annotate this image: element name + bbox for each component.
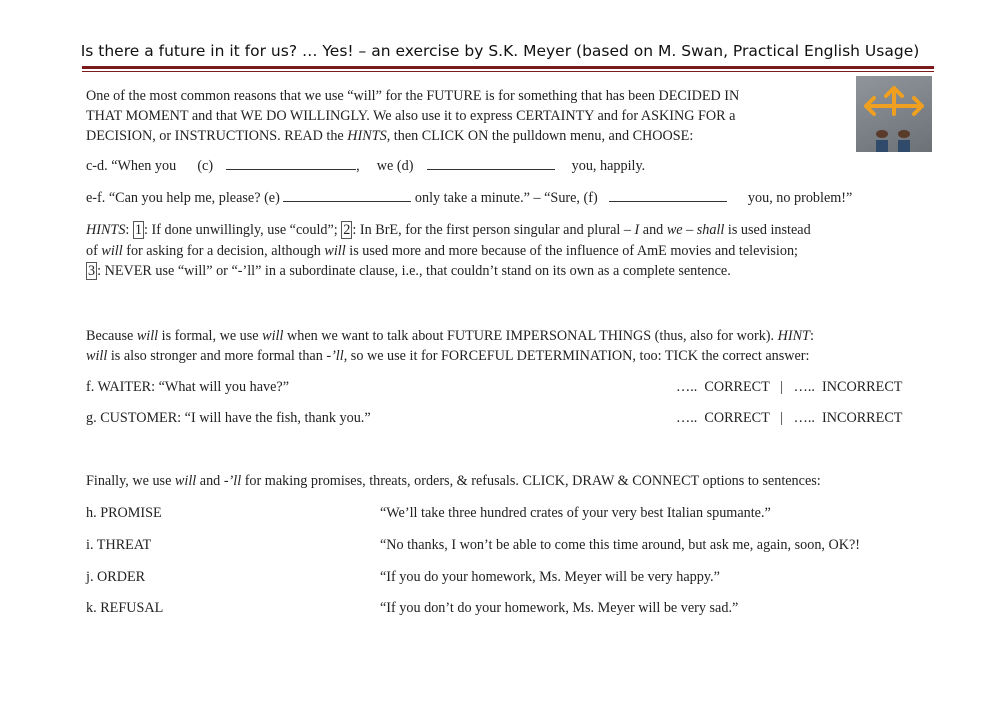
formal-line-2: will is also stronger and more formal than -’ll, so we use it for FORCEFUL DETERMINATION, too: TICK the correct answer: bbox=[86, 348, 810, 364]
tick-sentence-f: f. WAITER: “What will you have?” bbox=[86, 379, 290, 395]
final-instructions: Finally, we use will and -’ll for making promises, threats, orders, & refusals. CLICK, DRAW & CONNECT options to sentences: bbox=[86, 473, 821, 489]
match-label-refusal[interactable]: k. REFUSAL bbox=[86, 600, 164, 616]
arrows-on-pavement-icon bbox=[856, 76, 932, 152]
dropdown-f[interactable] bbox=[609, 189, 727, 202]
arrows-icon bbox=[856, 76, 932, 152]
match-label-promise[interactable]: h. PROMISE bbox=[86, 505, 162, 521]
match-sentence-4[interactable]: “If you don’t do your homework, Ms. Meyer will be very sad.” bbox=[380, 600, 739, 616]
dropdown-d[interactable] bbox=[427, 157, 555, 170]
hints-line-2: of will for asking for a decision, although will is used more and more because of the influence of AmE movies and television; bbox=[86, 243, 798, 259]
intro-line-2: THAT MOMENT and that WE DO WILLINGLY. We also use it to express CERTAINTY and for ASKING FOR a bbox=[86, 108, 736, 124]
match-label-threat[interactable]: i. THREAT bbox=[86, 537, 152, 553]
tick-sentence-g: g. CUSTOMER: “I will have the fish, thank you.” bbox=[86, 410, 371, 426]
match-sentence-2[interactable]: “No thanks, I won’t be able to come this time around, but ask me, again, soon, OK?! bbox=[380, 537, 861, 553]
page-title: Is there a future in it for us? … Yes! – an exercise by S.K. Meyer (based on M. Swan, Practical English Usage) bbox=[80, 42, 920, 60]
intro-line-3: DECISION, or INSTRUCTIONS. READ the HINTS, then CLICK ON the pulldown menu, and CHOOSE: bbox=[86, 128, 694, 144]
intro-paragraph bbox=[86, 86, 846, 146]
tick-options-f[interactable]: ….. CORRECT | ….. INCORRECT bbox=[676, 379, 903, 395]
cd-question: c-d. “When you (c) , we (d) you, happily. bbox=[86, 158, 646, 174]
hints-line-1: HINTS: 1 : If done unwillingly, use “could”; 2 : In BrE, for the first person singular and plural – I and we – shall is used instead bbox=[86, 222, 811, 238]
dropdown-c[interactable] bbox=[226, 157, 356, 170]
tick-options-g[interactable]: ….. CORRECT | ….. INCORRECT bbox=[676, 410, 903, 426]
title-rule-thin bbox=[82, 71, 934, 72]
title-rule bbox=[82, 66, 934, 69]
match-label-order[interactable]: j. ORDER bbox=[86, 569, 146, 585]
match-sentence-1[interactable]: “We’ll take three hundred crates of your very best Italian spumante.” bbox=[380, 505, 771, 521]
dropdown-e[interactable] bbox=[283, 189, 411, 202]
formal-line-1: Because will is formal, we use will when we want to talk about FUTURE IMPERSONAL THINGS (thus, also for work). HINT: bbox=[86, 328, 814, 344]
ef-question: e-f. “Can you help me, please? (e) only take a minute.” – “Sure, (f) you, no problem!” bbox=[86, 190, 853, 206]
match-sentence-3[interactable]: “If you do your homework, Ms. Meyer will be very happy.” bbox=[380, 569, 720, 585]
intro-line-1: One of the most common reasons that we use “will” for the FUTURE is for something that has been DECIDED IN bbox=[86, 88, 740, 104]
hints-line-3: 3 : NEVER use “will” or “-’ll” in a subordinate clause, i.e., that couldn’t stand on its own as a complete sentence. bbox=[88, 263, 731, 279]
